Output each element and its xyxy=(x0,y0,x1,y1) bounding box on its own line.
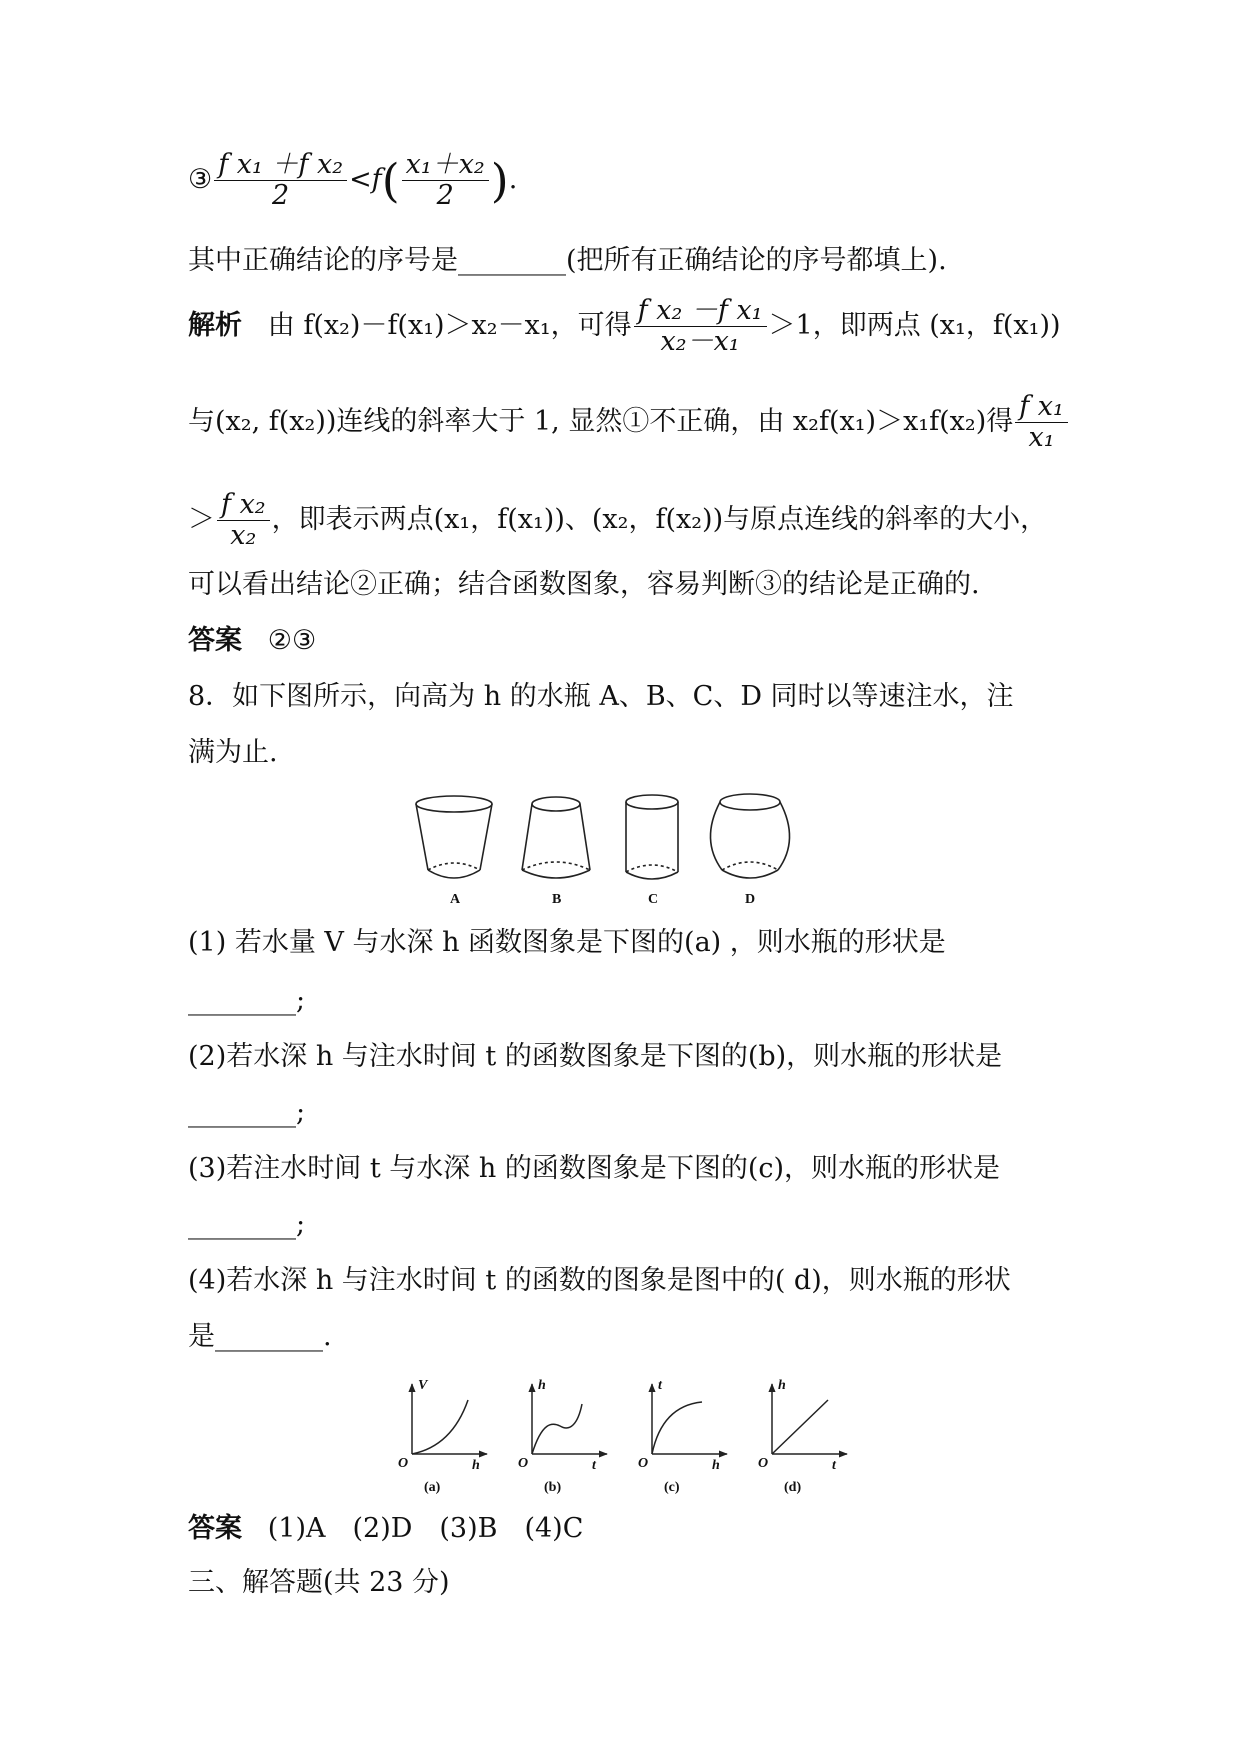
item-3-rhs-fraction: $\frac{\text{x₁＋x₂}}{2}$ xyxy=(402,150,489,211)
graph-c-origin: O xyxy=(638,1456,649,1471)
graph-d-xlabel: t xyxy=(832,1458,836,1473)
item-3-marker: ③ xyxy=(188,164,213,195)
graphs-figure xyxy=(392,1376,872,1495)
graph-a-caption: (a) xyxy=(424,1480,441,1495)
q8-part-1: (1) 若水量 V 与水深 h 函数图象是下图的(a) ，则水瓶的形状是 xyxy=(188,927,946,958)
q8-part-1-blank: ________; xyxy=(188,985,306,1016)
analysis-line-2: 与(x₂, f(x₂))连线的斜率大于 1, 显然①不正确，由 x₂f(x₁)＞x₁f(x₂)得 $\frac{\text{f x₁}}{\text{x₁}}$ xyxy=(188,392,1070,453)
graph-c-caption: (c) xyxy=(664,1480,680,1495)
graph-b-ylabel: h xyxy=(538,1378,546,1393)
bottle-label-a: A xyxy=(450,892,461,907)
bottle-label-c: C xyxy=(648,892,659,907)
q8-line-1: 8．如下图所示，向高为 h 的水瓶 A、B、C、D 同时以等速注水，注 xyxy=(188,681,1014,712)
graph-c-xlabel: h xyxy=(712,1458,720,1473)
q8-part-4-b: 是________. xyxy=(188,1321,332,1352)
bottle-a xyxy=(416,796,492,878)
analysis-line-4: 可以看出结论②正确；结合函数图象，容易判断③的结论是正确的. xyxy=(188,569,980,600)
analysis-line-3: ＞ $\frac{\text{f x₂}}{\text{x₂}}$ ，即表示两点(x₁，f(x₁))、(x₂，f(x₂))与原点连线的斜率的大小， xyxy=(188,489,1048,551)
item-3-formula: ③ $\frac{\text{f x₁ ＋f x₂}}{2}$ <f( $\frac{\text{x₁＋x₂}}{2}$ ). xyxy=(188,149,518,211)
q8-part-3: (3)若注水时间 t 与水深 h 的函数图象是下图的(c)，则水瓶的形状是 xyxy=(188,1153,1001,1184)
bottle-c xyxy=(626,795,678,879)
graph-a-ylabel: V xyxy=(418,1378,428,1393)
bottle-label-b: B xyxy=(552,892,562,907)
graph-a xyxy=(412,1384,487,1454)
answer-7: 答案 ②③ xyxy=(188,625,317,656)
q8-part-2-blank: ________; xyxy=(188,1097,306,1128)
answer-8: 答案 (1)A (2)D (3)B (4)C xyxy=(188,1513,584,1544)
question-line: 其中正确结论的序号是________(把所有正确结论的序号都填上). xyxy=(188,245,947,276)
graph-d-ylabel: h xyxy=(778,1378,786,1393)
graph-c-ylabel: t xyxy=(658,1378,662,1393)
bottles-figure xyxy=(410,790,810,910)
section-3-heading: 三、解答题(共 23 分) xyxy=(188,1567,450,1598)
graph-d xyxy=(772,1384,847,1454)
q8-part-4: (4)若水深 h 与注水时间 t 的函数的图象是图中的( d)，则水瓶的形状 xyxy=(188,1265,1011,1296)
bottle-label-d: D xyxy=(745,892,756,907)
analysis-line-1: 解析 由 f(x₂)－f(x₁)＞x₂－x₁，可得 $\frac{\text{f x₂ －f x₁}}{\text{x₂－x₁}}$ ＞1，即两点 (x₁，f(x₁)) xyxy=(188,295,1061,357)
graph-c xyxy=(652,1384,727,1454)
bottle-d xyxy=(710,794,789,878)
graph-b xyxy=(532,1384,607,1454)
graph-d-origin: O xyxy=(758,1456,769,1471)
graph-b-caption: (b) xyxy=(544,1480,562,1495)
graph-d-caption: (d) xyxy=(784,1480,802,1495)
graph-b-origin: O xyxy=(518,1456,529,1471)
item-3-lhs-fraction: $\frac{\text{f x₁ ＋f x₂}}{2}$ xyxy=(214,150,347,211)
q8-part-3-blank: ________; xyxy=(188,1209,306,1240)
analysis-label: 解析 xyxy=(188,310,242,341)
graph-b-xlabel: t xyxy=(592,1458,596,1473)
bottle-b xyxy=(522,797,590,878)
q8-line-2: 满为止. xyxy=(188,737,278,768)
graph-a-xlabel: h xyxy=(472,1458,480,1473)
graph-a-origin: O xyxy=(398,1456,409,1471)
q8-part-2: (2)若水深 h 与注水时间 t 的函数图象是下图的(b)，则水瓶的形状是 xyxy=(188,1041,1003,1072)
